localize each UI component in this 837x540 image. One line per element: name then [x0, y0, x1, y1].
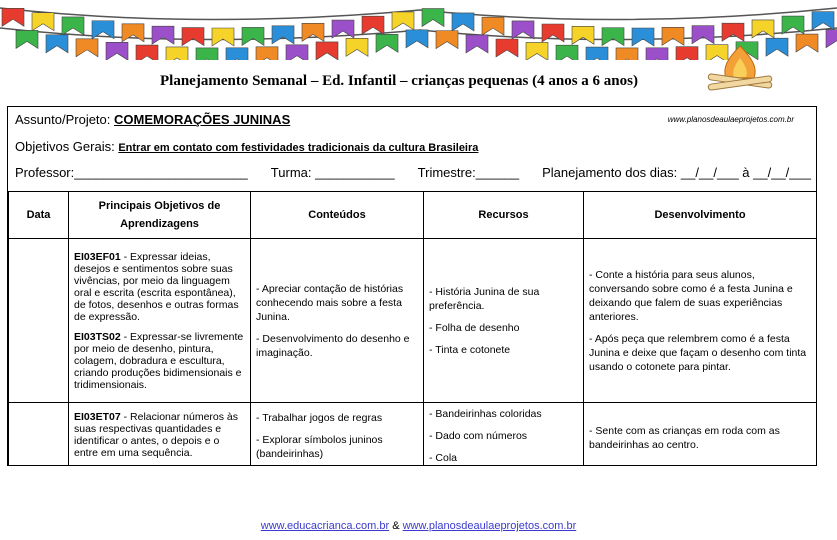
bunting-flag [182, 28, 204, 46]
objective-code: EI03ET07 [74, 411, 121, 423]
recurso-item: - Bandeirinhas coloridas [429, 408, 542, 420]
table-row [9, 403, 817, 467]
bunting-flag [136, 45, 158, 60]
page-title: Planejamento Semanal – Ed. Infantil – crianças pequenas (4 anos a 6 anos) [160, 73, 638, 89]
info-line [15, 165, 811, 180]
objective-text: - Relacionar números às suas respectivas quantidades e identificar o antes, o depois e o entre em uma sequência. [74, 411, 239, 459]
table-header-row [9, 192, 817, 239]
footer-links [0, 520, 837, 532]
conteudo-item: - Desenvolvimento do desenho e imaginação. [256, 332, 410, 359]
bunting-flag [826, 30, 837, 48]
bunting-flag [166, 47, 188, 60]
bunting-flag [286, 45, 308, 60]
bunting-flag [466, 35, 488, 53]
objetivos-value: Entrar em contato com festividades tradicionais da cultura Brasileira [118, 142, 479, 154]
bunting-flag [362, 16, 384, 34]
desenvolvimento-item: - Conte a história para seus alunos, conversando sobre como é a festa Junina e deixando que falem de suas experiências anteriores. [589, 268, 793, 323]
bunting-flag [316, 42, 338, 60]
bunting-flag [662, 27, 684, 45]
bunting-flag [526, 42, 548, 60]
bunting-flag [152, 26, 174, 44]
bunting-flag [692, 26, 714, 44]
conteudos-cell [251, 239, 424, 403]
objetivos-cell [69, 239, 251, 403]
conteudo-item: - Explorar símbolos juninos (bandeirinhas) [256, 434, 383, 460]
bunting-flag [586, 47, 608, 60]
bunting-flag [646, 48, 668, 60]
bunting-flag [616, 48, 638, 60]
bunting-flag [256, 47, 278, 60]
bunting-flag [812, 12, 834, 30]
footer-link-planos[interactable]: www.planosdeaulaeprojetos.com.br [402, 520, 577, 532]
bunting-flag [62, 17, 84, 35]
bunting-flag [16, 30, 38, 48]
recurso-item: - Cola [429, 452, 458, 464]
bunting-flag [422, 9, 444, 27]
bunting-flag [392, 12, 414, 30]
bunting-flag [46, 35, 68, 53]
recursos-cell [424, 403, 584, 467]
bunting-flag [602, 28, 624, 46]
desenvolvimento-item: - Sente com as crianças em roda com as bandeirinhas ao centro. [589, 424, 780, 451]
header-data: Data [9, 192, 69, 239]
bunting-flag [76, 39, 98, 57]
recurso-item: - Dado com números [429, 430, 528, 442]
bunting-flag [452, 13, 474, 31]
bunting-flag [796, 34, 818, 52]
recurso-item: - Tinta e cotonete [429, 343, 511, 356]
header-conteudos: Conteúdos [251, 192, 424, 239]
bunting-flag [556, 45, 578, 60]
objective-text: - Expressar-se livremente por meio de desenho, pintura, colagem, dobradura e escultura, criando produções bidimensionais e tridimensionais. [74, 330, 244, 391]
bunting-flag [212, 28, 234, 46]
planejamento-field: Planejamento dos dias: __/__/___ à __/__/___ [542, 165, 811, 180]
turma-field: Turma: ___________ [270, 165, 395, 180]
bunting-flag [496, 39, 518, 57]
conteudo-item: - Trabalhar jogos de regras [256, 412, 383, 424]
footer-separator: & [389, 520, 403, 532]
data-cell [9, 239, 69, 403]
objective-text: - Expressar ideias, desejos e sentimentos sobre suas vivências, por meio da linguagem oral e escrita (escrita espontânea), de fotos, desenhos e outras formas de expressão. [74, 250, 239, 323]
bunting-flag [512, 21, 534, 39]
table-row [9, 239, 817, 403]
bunting-flag [406, 30, 428, 48]
bunting-flag [722, 23, 744, 41]
bunting-flag [196, 48, 218, 60]
bunting-flag [226, 48, 248, 60]
objetivos-line [15, 139, 478, 154]
planning-table [8, 191, 817, 466]
conteudos-cell [251, 403, 424, 467]
header-objetivos: Principais Objetivos de Aprendizagens [69, 192, 251, 239]
desenvolvimento-cell [584, 239, 817, 403]
objetivos-label: Objetivos Gerais: [15, 139, 119, 154]
bonfire-icon [700, 44, 780, 94]
header-desenvolvimento: Desenvolvimento [584, 192, 817, 239]
bunting-flag [436, 31, 458, 49]
header-recursos: Recursos [424, 192, 584, 239]
assunto-value: COMEMORAÇÕES JUNINAS [114, 112, 291, 127]
recurso-item: - Folha de desenho [429, 321, 520, 334]
bunting-flag [376, 34, 398, 52]
bunting-flag [676, 47, 698, 60]
bunting-flag [482, 17, 504, 35]
website-label: www.planosdeaulaeprojetos.com.br [667, 115, 794, 124]
bunting-flag [32, 13, 54, 31]
trimestre-field: Trimestre:______ [417, 165, 520, 180]
bunting-flag [2, 8, 24, 26]
bunting-flag [272, 26, 294, 44]
bunting-flag [752, 20, 774, 38]
objective-code: EI03EF01 [74, 250, 121, 263]
bunting-flag [302, 23, 324, 41]
bunting-flag [106, 42, 128, 60]
professor-field: Professor:________________________ [15, 165, 248, 180]
objective-code: EI03TS02 [74, 330, 121, 343]
data-cell [9, 403, 69, 467]
bunting-flag [632, 28, 654, 46]
bunting-flag [572, 26, 594, 44]
bunting-flag [122, 24, 144, 42]
desenvolvimento-cell [584, 403, 817, 467]
objetivos-cell [69, 403, 251, 467]
bunting-flag [242, 27, 264, 45]
conteudo-item: - Apreciar contação de histórias conhecendo mais sobre a festa Junina. [256, 282, 404, 323]
recursos-cell [424, 239, 584, 403]
assunto-label: Assunto/Projeto: [15, 112, 114, 127]
bunting-flag [346, 38, 368, 56]
footer-link-educacrianca[interactable]: www.educacrianca.com.br [260, 520, 390, 532]
recurso-item: - História Junina de sua preferência. [429, 285, 540, 312]
desenvolvimento-item: - Após peça que relembrem como é a festa Junina e deixe que façam o desenho com tinta usando o cotonete para pintar. [589, 332, 807, 373]
assunto-line [15, 112, 290, 127]
planning-document [7, 106, 817, 466]
